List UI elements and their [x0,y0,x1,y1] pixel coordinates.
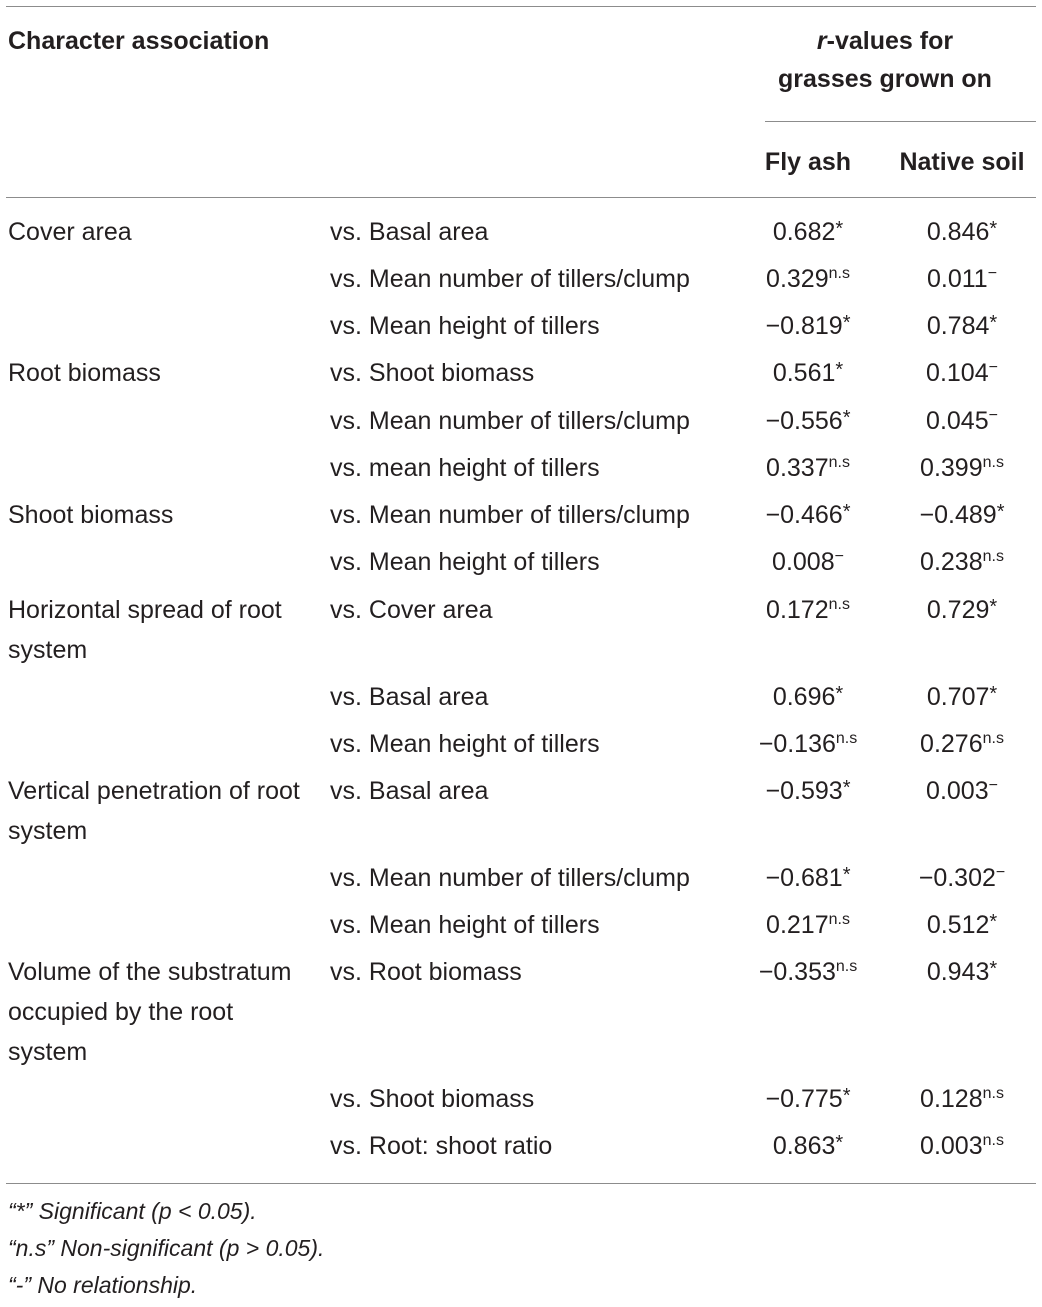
r-value: 0.003 [920,1132,983,1160]
association-cell: vs. Basal area [330,777,489,805]
significance-mark: * [835,218,844,240]
significance-mark: − [834,548,844,565]
r-value: −0.681 [765,864,843,892]
header-character-association: Character association [8,27,270,55]
association-cell: vs. Mean height of tillers [330,312,600,340]
bottom-rule [6,1183,1036,1184]
header-fly-ash: Fly ash [764,148,852,176]
r-value: 0.863 [772,1132,836,1160]
association-cell: vs. Shoot biomass [330,359,535,387]
header-r-line2: grasses grown on [778,65,992,93]
native-soil-cell [882,952,1042,992]
r-value: 0.729 [926,596,990,624]
significance-mark: n.s [835,958,858,975]
association-cell: vs. Basal area [330,683,489,711]
native-soil-cell [882,1079,1042,1119]
r-value: 0.104 [926,359,989,387]
fly-ash-cell [744,495,872,535]
spanner-rule [765,121,1036,122]
significance-mark: − [987,265,998,282]
r-value: 0.217 [766,911,829,939]
association-cell: vs. Mean height of tillers [330,911,600,939]
fly-ash-cell [744,306,872,346]
native-soil-cell [882,724,1042,764]
association-cell: vs. Basal area [330,218,489,246]
significance-mark: * [842,777,851,799]
r-value: 0.337 [766,454,829,482]
association-cell: vs. Mean height of tillers [330,730,600,758]
association-cell: vs. Mean height of tillers [330,548,600,576]
character-cell: Horizontal spread of root system [8,596,282,664]
r-value: 0.846 [926,218,990,246]
r-value: 0.399 [920,454,983,482]
significance-mark: * [835,683,844,705]
native-soil-cell [882,448,1042,488]
character-cell: Volume of the substratum occupied by the root system [8,958,292,1066]
fly-ash-cell [744,212,872,252]
significance-mark: * [842,407,851,429]
association-cell: vs. Root biomass [330,958,522,986]
r-value: 0.276 [920,730,983,758]
r-value: 0.128 [920,1085,983,1113]
r-value: 0.707 [926,683,990,711]
association-cell: vs. Cover area [330,596,493,624]
character-cell: Cover area [8,218,132,246]
association-cell: vs. Mean number of tillers/clump [330,265,690,293]
significance-mark: − [995,864,1006,881]
r-value: −0.593 [765,777,843,805]
r-value: 0.784 [926,312,990,340]
significance-mark: * [842,864,851,886]
r-value: 0.172 [766,596,829,624]
fly-ash-cell [744,1126,872,1166]
association-cell: vs. Mean number of tillers/clump [330,501,690,529]
association-cell: vs. mean height of tillers [330,454,600,482]
fly-ash-cell [744,259,872,299]
header-r-italic: r [816,27,827,55]
native-soil-cell [882,771,1042,811]
r-value: 0.682 [772,218,836,246]
significance-mark: * [989,911,998,933]
footnote-non-significant: “n.s” Non-significant (p > 0.05). [8,1235,325,1261]
r-value: −0.819 [765,312,843,340]
fly-ash-cell [744,448,872,488]
significance-mark: n.s [828,454,850,471]
significance-mark: n.s [982,548,1004,565]
association-cell: vs. Mean number of tillers/clump [330,864,690,892]
r-value: 0.011 [926,265,988,293]
fly-ash-cell [744,590,872,630]
association-cell: vs. Root: shoot ratio [330,1132,553,1160]
footnote-significant: “*” Significant (p < 0.05). [8,1198,257,1224]
r-value: 0.561 [772,359,836,387]
header-native-soil: Native soil [899,148,1025,176]
native-soil-cell [882,401,1042,441]
character-cell: Root biomass [8,359,161,387]
significance-mark: * [996,501,1005,523]
significance-mark: − [988,407,998,424]
significance-mark: * [989,958,998,980]
header-r-rest: -values for [826,27,954,55]
top-rule [6,6,1036,7]
r-value: 0.943 [926,958,990,986]
significance-mark: n.s [835,730,858,747]
fly-ash-cell [744,677,872,717]
r-value: 0.008 [772,548,835,576]
fly-ash-cell [744,724,872,764]
fly-ash-cell [744,905,872,945]
character-cell: Shoot biomass [8,501,174,529]
r-value: −0.466 [765,501,843,529]
native-soil-cell [882,677,1042,717]
significance-mark: n.s [828,596,850,613]
native-soil-cell [882,542,1042,582]
native-soil-cell [882,306,1042,346]
fly-ash-cell [744,771,872,811]
r-value: −0.353 [758,958,836,986]
significance-mark: − [988,359,998,376]
r-value: 0.045 [926,407,989,435]
r-value: 0.329 [766,265,829,293]
association-cell: vs. Mean number of tillers/clump [330,407,690,435]
r-value: 0.696 [772,683,836,711]
character-cell: Vertical penetration of root system [8,777,300,845]
native-soil-cell [882,259,1042,299]
significance-mark: * [989,683,998,705]
significance-mark: * [989,596,998,618]
native-soil-cell [882,905,1042,945]
significance-mark: * [842,501,851,523]
fly-ash-cell [744,858,872,898]
r-value: −0.302 [918,864,996,892]
association-cell: vs. Shoot biomass [330,1085,535,1113]
footnote-no-relationship: “-” No relationship. [8,1272,198,1298]
r-value: −0.556 [765,407,843,435]
significance-mark: n.s [982,1085,1004,1102]
fly-ash-cell [744,1079,872,1119]
significance-mark: * [835,359,844,381]
fly-ash-cell [744,353,872,393]
significance-mark: * [842,1085,851,1107]
significance-mark: * [989,312,998,334]
r-value: 0.238 [920,548,983,576]
significance-mark: * [842,312,851,334]
significance-mark: n.s [982,730,1004,747]
significance-mark: * [835,1132,844,1154]
native-soil-cell [882,858,1042,898]
native-soil-cell [882,353,1042,393]
r-value: 0.512 [926,911,990,939]
significance-mark: * [989,218,998,240]
significance-mark: − [988,777,998,794]
r-value: −0.136 [758,730,836,758]
significance-mark: n.s [982,454,1004,471]
significance-mark: n.s [982,1132,1004,1149]
fly-ash-cell [744,542,872,582]
r-value: −0.489 [919,501,997,529]
header-r-values [740,22,1030,98]
header-rule [6,197,1036,198]
significance-mark: n.s [828,911,850,928]
fly-ash-cell [744,401,872,441]
significance-mark: n.s [828,265,850,282]
native-soil-cell [882,590,1042,630]
r-value: 0.003 [926,777,989,805]
native-soil-cell [882,1126,1042,1166]
native-soil-cell [882,212,1042,252]
r-value: −0.775 [765,1085,843,1113]
fly-ash-cell [744,952,872,992]
native-soil-cell [882,495,1042,535]
